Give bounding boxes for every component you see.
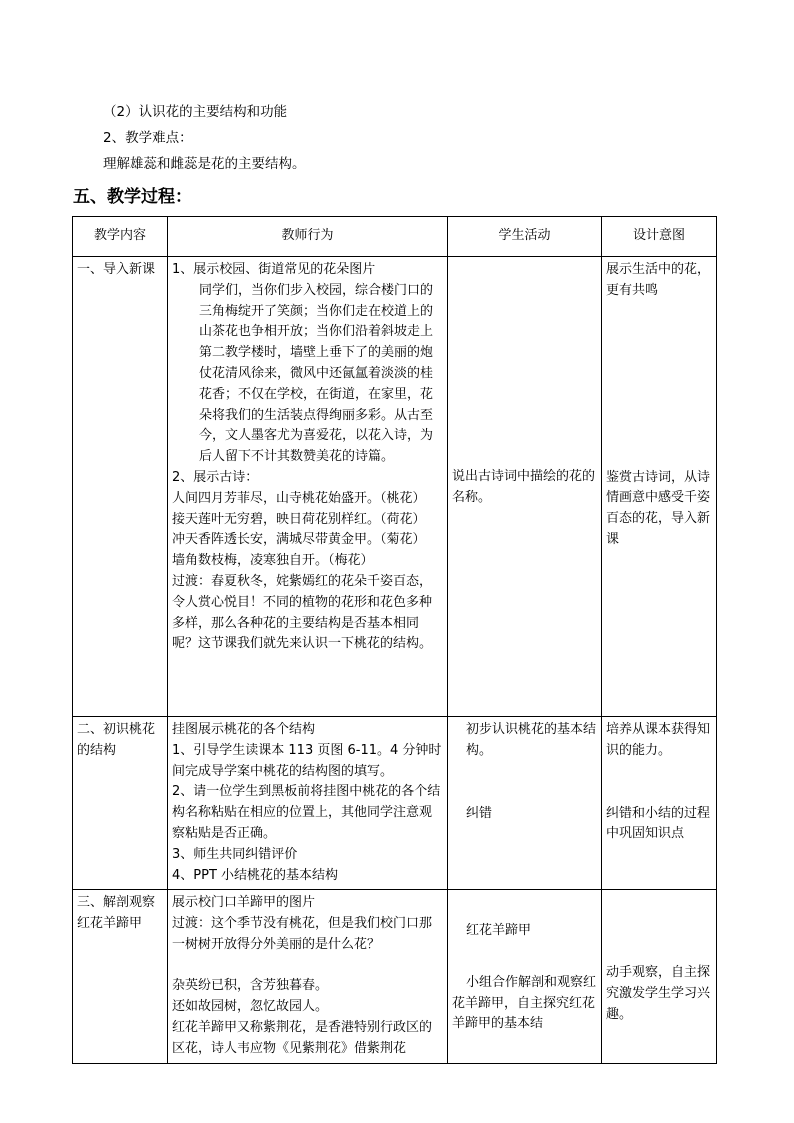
teacher-text: 2、请一位学生到黑板前将挂图中桃花的各个结构名称粘贴在相应的位置上，其他同学注意观察粘贴是否正确。 bbox=[172, 784, 441, 841]
header-teacher: 教师行为 bbox=[168, 217, 448, 257]
objective-line-2: （2）认识花的主要结构和功能 bbox=[103, 104, 288, 120]
student-text: 红花羊蹄甲 bbox=[466, 923, 532, 938]
cell-student bbox=[448, 717, 602, 890]
poem-line: 墙角数枝梅，凌寒独自开。（梅花） bbox=[172, 553, 374, 569]
intent-text: 动手观察，自主探究激发学生学习兴趣。 bbox=[606, 965, 711, 1022]
table-row bbox=[73, 257, 717, 717]
section-heading: 五、教学过程： bbox=[73, 187, 192, 207]
student-text: 纠错 bbox=[466, 805, 493, 821]
teacher-text: 2、展示古诗： bbox=[172, 469, 259, 485]
teacher-text: 4、PPT 小结桃花的基本结构 bbox=[172, 867, 339, 883]
intent-text: 鉴赏古诗词，从诗情画意中感受千姿百态的花，导入新课 bbox=[606, 469, 711, 547]
table-row bbox=[73, 890, 717, 1064]
cell-student bbox=[448, 257, 602, 717]
student-text: 小组合作解剖和观察红花羊蹄甲，自主探究红花羊蹄甲的基本结 bbox=[452, 974, 597, 1032]
row-title: 一、导入新课 bbox=[77, 262, 156, 277]
teacher-text: 红花羊蹄甲又称紫荆花，是香港特别行政区的区花，诗人韦应物《见紫荆花》借紫荆花 bbox=[172, 1019, 433, 1056]
row-title: 二、初识桃花的结构 bbox=[77, 722, 156, 758]
teacher-text: 过渡：这个季节没有桃花，但是我们校门口那一树树开放得分外美丽的是什么花？ bbox=[172, 915, 433, 952]
header-content: 教学内容 bbox=[73, 217, 168, 257]
difficulty-heading: 2、教学难点： bbox=[103, 130, 193, 146]
table-header-row bbox=[73, 217, 717, 257]
cell-intent bbox=[602, 717, 717, 890]
difficulty-text: 理解雄蕊和雌蕊是花的主要结构。 bbox=[103, 156, 306, 172]
cell-teacher bbox=[168, 717, 448, 890]
intent-text: 展示生活中的花，更有共鸣 bbox=[606, 262, 711, 298]
cell-teacher bbox=[168, 890, 448, 1064]
intent-text: 纠错和小结的过程中巩固知识点 bbox=[606, 805, 711, 842]
cell-student bbox=[448, 890, 602, 1064]
teacher-text: 1、展示校园、街道常见的花朵图片 bbox=[172, 262, 376, 277]
cell-teacher bbox=[168, 257, 448, 717]
student-text: 初步认识桃花的基本结构。 bbox=[466, 722, 597, 758]
cell-intent bbox=[602, 890, 717, 1064]
table-row bbox=[73, 717, 717, 890]
teacher-text: 展示校门口羊蹄甲的图片 bbox=[172, 895, 316, 910]
row-title: 三、解剖观察红花羊蹄甲 bbox=[77, 895, 156, 931]
teacher-text: 3、师生共同纠错评价 bbox=[172, 846, 298, 862]
teacher-text: 1、引导学生读课本 113 页图 6-11。4 分钟时间完成导学案中桃花的结构图的填写。 bbox=[172, 742, 442, 779]
header-intent: 设计意图 bbox=[602, 217, 717, 257]
teacher-text: 过渡：春夏秋冬，姹紫嫣红的花朵千姿百态，令人赏心悦目！不同的植物的花形和花色多种多样，那么各种花的主要结构是否基本相同呢？这节课我们就先来认识一下桃花的结构。 bbox=[172, 573, 433, 652]
student-text: 说出古诗词中描绘的花的名称。 bbox=[452, 469, 596, 505]
poem-line: 冲天香阵透长安，满城尽带黄金甲。（菊花） bbox=[172, 532, 426, 548]
teacher-text: 同学们，当你们步入校园，综合楼门口的三角梅绽开了笑颜；当你们走在校道上的山茶花也争相开放；当你们沿着斜坡走上第二教学楼时，墙壁上垂下了的美丽的炮仗花清风徐来，微风中还氤氲着淡淡的桂花香；不仅在学校，在街道，在家里，花朵将我们的生活装点得绚丽多彩。从古至今，文人墨客尤为喜爱花，以花入诗，为后人留下不计其数赞美花的诗篇。 bbox=[199, 282, 434, 465]
intent-text: 培养从课本获得知识的能力。 bbox=[606, 722, 711, 758]
cell-content bbox=[73, 890, 168, 1064]
teacher-text: 挂图展示桃花的各个结构 bbox=[172, 722, 316, 737]
poem-line: 杂英纷已积，含芳独暮春。 bbox=[172, 978, 329, 994]
poem-line: 人间四月芳菲尽，山寺桃花始盛开。（桃花） bbox=[172, 490, 426, 506]
cell-content bbox=[73, 257, 168, 717]
lesson-process-table bbox=[72, 216, 717, 1064]
poem-line: 接天莲叶无穷碧，映日荷花别样红。（荷花） bbox=[172, 511, 426, 527]
poem-line: 还如故园树，忽忆故园人。 bbox=[172, 998, 329, 1014]
cell-intent bbox=[602, 257, 717, 717]
cell-content bbox=[73, 717, 168, 890]
header-student: 学生活动 bbox=[448, 217, 602, 257]
